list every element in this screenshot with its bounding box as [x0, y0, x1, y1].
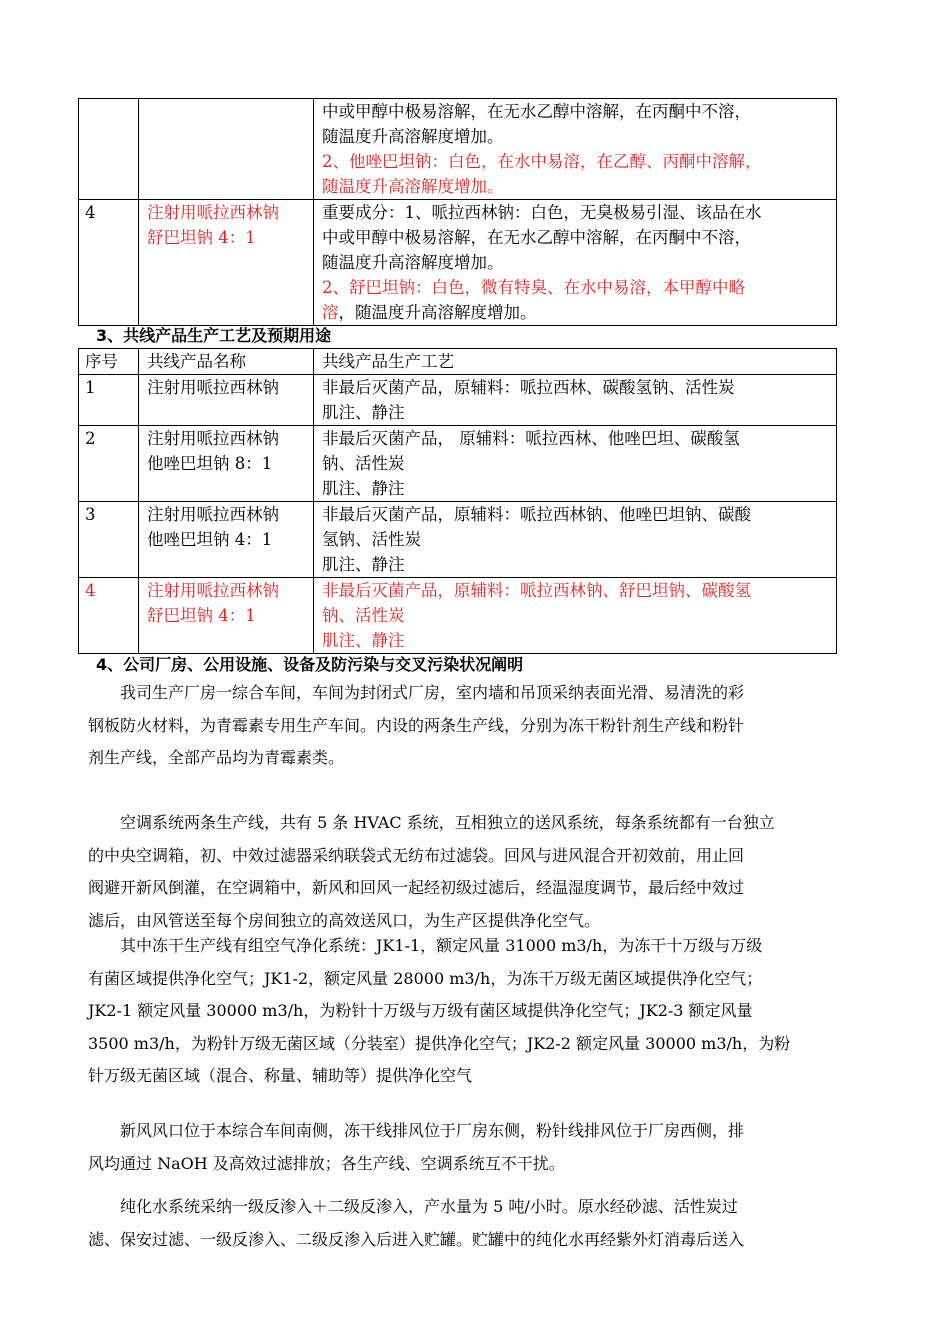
row-number: 3	[79, 502, 139, 578]
paragraph-line: 剂生产线，全部产品均为青霉素类。	[88, 748, 345, 767]
process-line: 钠、活性炭	[322, 606, 405, 625]
paragraph-line: 纯化水系统采纳一级反渗入＋二级反渗入，产水量为 5 吨/小时。原水经砂滤、活性炭过	[88, 1197, 738, 1216]
table-row	[79, 578, 837, 654]
process-line: 肌注、静注	[322, 479, 405, 498]
name-line: 注射用哌拉西林钠	[147, 203, 279, 222]
ingredient-description	[314, 200, 837, 326]
header-name: 共线产品名称	[139, 349, 314, 375]
paragraph-air-systems	[88, 930, 888, 1093]
product-name	[139, 578, 314, 654]
process-line: 非最后灭菌产品，原辅料：哌拉西林钠、他唑巴坦钠、碳酸	[322, 505, 751, 524]
ingredient-description	[314, 99, 837, 200]
co-line-products-table	[78, 348, 837, 654]
desc-red-part: 溶	[322, 303, 339, 322]
process-description	[314, 426, 837, 502]
paragraph-line: 有菌区域提供净化空气；JK1-2，额定风量 28000 m3/h，为冻干万级无菌区域提供净化空气；	[88, 968, 763, 988]
paragraph-line: 针万级无菌区域（混合、称量、辅助等）提供净化空气	[88, 1066, 473, 1085]
paragraph-line: 钢板防火材料，为青霉素专用生产车间。内设的两条生产线，分别为冻干粉针剂生产线和粉针	[88, 715, 745, 735]
name-line: 他唑巴坦钠 8：1	[147, 454, 273, 473]
table-row	[79, 502, 837, 578]
paragraph-hvac	[88, 807, 888, 937]
product-name	[139, 426, 314, 502]
section-heading-4: 4、公司厂房、公用设施、设备及防污染与交叉污染状况阐明	[96, 655, 524, 674]
paragraph-line: 3500 m3/h，为粉针万级无菌区域（分装室）提供净化空气；JK2-2 额定风量 30000 m3/h，为粉	[88, 1033, 791, 1053]
process-description	[314, 375, 837, 426]
section-heading-3: 3、共线产品生产工艺及预期用途	[96, 326, 332, 345]
process-line: 氢钠、活性炭	[322, 530, 421, 549]
desc-line: 随温度升高溶解度增加。	[322, 127, 504, 146]
paragraph-line: 其中冻干生产线有组空气净化系统：JK1-1，额定风量 31000 m3/h，为冻干十万级与万级	[88, 936, 763, 955]
table-row	[79, 99, 837, 200]
row-number: 4	[79, 578, 139, 654]
paragraph-line: 阀避开新风倒灌，在空调箱中，新风和回风一起经初级过滤后，经温湿度调节，最后经中效过	[88, 878, 745, 897]
paragraph-line: 滤后，由风管送至每个房间独立的高效送风口，为生产区提供净化空气。	[88, 910, 601, 930]
table-header-row	[79, 349, 837, 375]
name-line: 注射用哌拉西林钠	[147, 429, 279, 448]
process-line: 非最后灭菌产品， 原辅料：哌拉西林、他唑巴坦、碳酸氢	[322, 429, 740, 448]
paragraph-purified-water	[88, 1191, 888, 1256]
process-line: 非最后灭菌产品，原辅料：哌拉西林钠、舒巴坦钠、碳酸氢	[322, 581, 751, 600]
row-number: 1	[79, 375, 139, 426]
table-row	[79, 200, 837, 326]
name-line: 注射用哌拉西林钠	[147, 581, 279, 600]
name-line: 舒巴坦钠 4：1	[147, 228, 256, 247]
product-name	[139, 502, 314, 578]
process-description	[314, 578, 837, 654]
desc-line: 随温度升高溶解度增加。	[322, 253, 504, 272]
desc-line: 随温度升高溶解度增加。	[322, 177, 504, 196]
desc-line: 中或甲醇中极易溶解，在无水乙醇中溶解，在丙酮中不溶，	[322, 228, 751, 247]
name-line: 注射用哌拉西林钠	[147, 505, 279, 524]
paragraph-line: 新风风口位于本综合车间南侧，冻干线排风位于厂房东侧，粉针线排风位于厂房西侧，排	[88, 1121, 745, 1140]
process-line: 肌注、静注	[322, 555, 405, 574]
header-process: 共线产品生产工艺	[314, 349, 837, 375]
product-name	[139, 200, 314, 326]
row-number: 2	[79, 426, 139, 502]
ingredients-table	[78, 98, 837, 326]
desc-line: 2、舒巴坦钠：白色，微有特臭、在水中易溶，本甲醇中略	[322, 278, 745, 297]
process-line: 非最后灭菌产品，原辅料：哌拉西林、碳酸氢钠、活性炭	[322, 378, 735, 397]
table-row	[79, 375, 837, 426]
paragraph-workshop	[88, 677, 888, 775]
table-row	[79, 426, 837, 502]
desc-line: 重要成分：1、哌拉西林钠：白色，无臭极易引湿、该品在水	[322, 203, 762, 222]
paragraph-line: 风均通过 NaOH 及高效过滤排放；各生产线、空调系统互不干扰。	[88, 1153, 565, 1173]
paragraph-line: 空调系统两条生产线，共有 5 条 HVAC 系统，互相独立的送风系统，每条系统都有一台独立	[88, 813, 775, 832]
desc-black-part: ，随温度升高溶解度增加。	[338, 303, 537, 322]
name-line: 注射用哌拉西林钠	[147, 378, 279, 397]
process-description	[314, 502, 837, 578]
desc-line-mixed	[322, 300, 832, 325]
row-number: 4	[79, 200, 139, 326]
process-line: 肌注、静注	[322, 631, 405, 650]
desc-line: 中或甲醇中极易溶解，在无水乙醇中溶解，在丙酮中不溶，	[322, 102, 751, 121]
product-name	[139, 375, 314, 426]
row-number	[79, 99, 139, 200]
desc-line: 2、他唑巴坦钠：白色，在水中易溶，在乙醇、丙酮中溶解，	[322, 152, 762, 171]
paragraph-line: 滤、保安过滤、一级反渗入、二级反渗入后进入贮罐。贮罐中的纯化水再经紫外灯消毒后送入	[88, 1229, 745, 1249]
paragraph-line: JK2-1 额定风量 30000 m3/h，为粉针十万级与万级有菌区域提供净化空气；JK2-3 额定风量	[88, 1001, 753, 1020]
process-line: 肌注、静注	[322, 403, 405, 422]
process-line: 钠、活性炭	[322, 454, 405, 473]
name-line: 舒巴坦钠 4：1	[147, 606, 256, 625]
product-name	[139, 99, 314, 200]
paragraph-line: 我司生产厂房一综合车间，车间为封闭式厂房，室内墙和吊顶采纳表面光滑、易清洗的彩	[88, 683, 745, 702]
name-line: 他唑巴坦钠 4：1	[147, 530, 273, 549]
header-no: 序号	[79, 349, 139, 375]
paragraph-line: 的中央空调箱，初、中效过滤器采纳联袋式无纺布过滤袋。回风与进风混合开初效前，用止回	[88, 845, 745, 865]
paragraph-fresh-air	[88, 1115, 888, 1180]
